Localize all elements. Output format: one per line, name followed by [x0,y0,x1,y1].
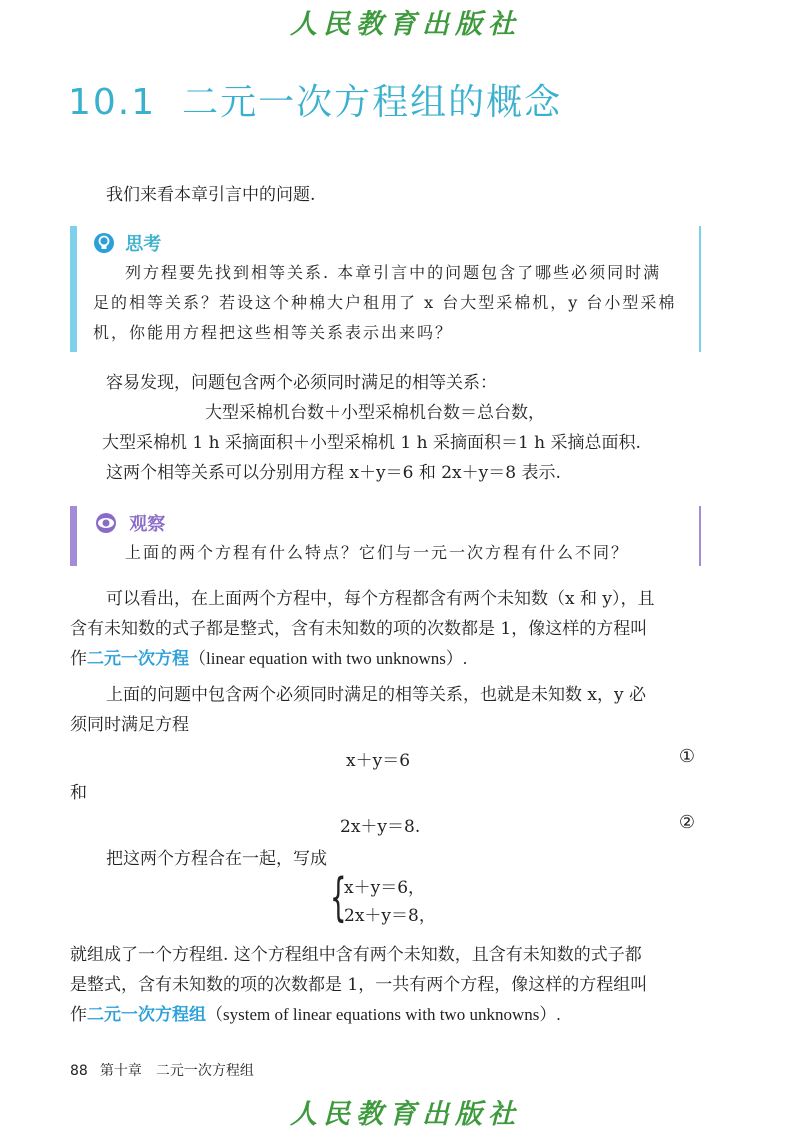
equation-system [330,868,436,930]
publisher-logo-bottom: 人民教育出版社 [290,1099,521,1130]
para-1-line-2: 大型采棉机台数＋小型采棉机台数＝总台数， [205,403,545,423]
think-header [93,230,161,256]
and-word: 和 [70,783,87,803]
section-title-text: 二元一次方程组的概念 [182,82,563,123]
para-5-line-1: 就组成了一个方程组. 这个方程组中含有两个未知数，且含有未知数的式子都 [70,945,642,965]
think-line-1: 列方程要先找到相等关系. 本章引言中的问题包含了哪些必须同时满 [125,263,662,282]
para-2-line-1: 可以看出，在上面两个方程中，每个方程都含有两个未知数（x 和 y），且 [106,589,655,609]
system-brace: { [330,868,347,928]
observe-text: 上面的两个方程有什么特点？它们与一元一次方程有什么不同？ [125,543,630,562]
para-2-prefix: 作 [70,649,87,669]
intro-paragraph: 我们来看本章引言中的问题. [106,185,316,205]
eye-icon [93,512,119,534]
para-5 [70,940,700,1030]
system-line-2: 2x＋y＝8， [344,906,436,926]
section-number: 10.1 [68,82,157,123]
para-3 [70,680,700,740]
equation-2: 2x＋y＝8. [340,817,421,837]
chapter-name: 第十章 二元一次方程组 [99,1063,254,1079]
observe-label: 观察 [129,514,166,535]
think-line-2: 足的相等关系？若设这个种棉大户租用了 x 台大型采棉机，y 台小型采棉 [93,293,677,312]
system-line-1: x＋y＝6， [344,878,426,898]
para-4: 把这两个方程合在一起，写成 [106,849,327,869]
term-linear-system: 二元一次方程组 [87,1005,206,1025]
think-text [93,258,683,348]
observe-header [93,510,165,536]
para-5-line-2: 是整式，含有未知数的项的次数都是 1，一共有两个方程，像这样的方程组叫 [70,975,648,995]
section-title [68,74,562,125]
para-1-line-1: 容易发现，问题包含两个必须同时满足的相等关系： [106,373,497,393]
para-1-line-3: 大型采棉机 1 h 采摘面积＋小型采棉机 1 h 采摘面积＝1 h 采摘总面积. [102,433,641,453]
page-footer [70,1060,254,1080]
para-3-line-1: 上面的问题中包含两个必须同时满足的相等关系，也就是未知数 x，y 必 [106,685,646,705]
equation-1-number: ① [678,746,695,767]
para-1 [70,368,700,488]
para-3-line-2: 须同时满足方程 [70,715,189,735]
para-1-line-4: 这两个相等关系可以分别用方程 x＋y＝6 和 2x＋y＝8 表示. [106,463,561,483]
bulb-icon [93,232,115,254]
think-label: 思考 [125,234,162,255]
page-number: 88 [70,1063,88,1079]
think-box [70,226,701,352]
term-linear-equation: 二元一次方程 [87,649,189,669]
think-line-3: 机，你能用方程把这些相等关系表示出来吗？ [93,323,454,342]
para-2-line-2: 含有未知数的式子都是整式，含有未知数的项的次数都是 1，像这样的方程叫 [70,619,648,639]
equation-1: x＋y＝6 [346,751,411,771]
para-2 [70,584,700,674]
para-2-english: （linear equation with two unknowns）. [189,649,468,668]
para-5-line-3 [70,1000,700,1030]
para-5-english: （system of linear equations with two unknowns）. [206,1005,561,1024]
para-5-prefix: 作 [70,1005,87,1025]
equation-2-number: ② [678,812,695,833]
publisher-logo-top: 人民教育出版社 [290,9,521,40]
para-2-line-3 [70,644,700,674]
observe-box [70,506,701,566]
